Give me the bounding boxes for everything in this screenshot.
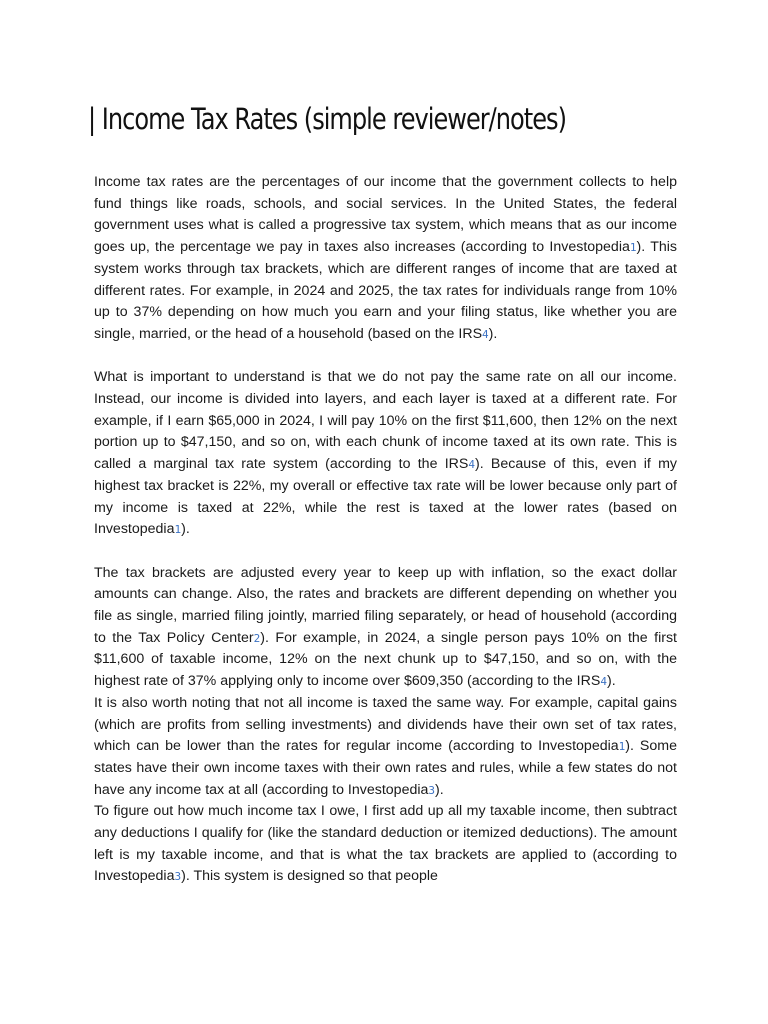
paragraph-text: ). This system works through tax brackets, which are different ranges of income that are taxed at different rates. For example, in 2024 and 2025, the tax rates for individuals range from 10% up to 37% depending on how much you earn and your filing status, like whether you are single, married, or the head of a household (based on the IRS [94,239,677,342]
paragraph-text: ). [488,325,498,342]
citation-link[interactable]: 4 [482,327,489,341]
paragraph-text: ). [181,521,190,538]
paragraph-text: ). [606,673,616,690]
paragraph-text: ). For example, in 2024, a single person pays 10% on the first $11,600 of taxable income, 12% on the next chunk up to $47,150, and so on, with the highest rate of 37% applying only to income over $609,350 (according to the IRS [94,629,677,690]
citation-link[interactable]: 4 [468,458,475,472]
paragraph-taxable-income [94,801,677,888]
paragraph-text: ). This system is designed so that people [181,868,438,885]
paragraph-text: ). Because of this, even if my highest tax bracket is 22%, my overall or effective tax rate will be lower because only part of my income is taxed at 22%, while the rest is taxed at the lower rates (based on Investopedia [94,456,677,538]
paragraph-text: To figure out how much income tax I owe, I first add up all my taxable income, then subtract any deductions I qualify for (like the standard deduction or itemized deductions). The amount left is my taxable income, and that is what the tax brackets are applied to (according to Investopedia [94,803,677,885]
paragraph-marginal-rates [94,367,677,541]
paragraph-text: The tax brackets are adjusted every year to keep up with inflation, so the exact dollar amounts can change. Also, the rates and brackets are different depending on whether you file as single, married filing jointly, married filing separately, or head of household (according to the Tax Policy Center [94,564,677,646]
citation-link[interactable]: 4 [600,675,607,689]
paragraph-text: ). [435,781,444,798]
document-body [94,172,677,888]
citation-link[interactable]: 2 [253,631,261,645]
paragraph-brackets [94,563,677,693]
citation-link[interactable]: 1 [174,523,182,537]
paragraph-text: ). Some states have their own income taxes with their own rates and rules, while a few states do not have any income tax at all (according to Investopedia [94,738,677,798]
citation-link[interactable]: 1 [618,740,626,754]
page-title: | Income Tax Rates (simple reviewer/notes) [88,102,566,136]
citation-link[interactable]: 1 [629,241,637,255]
paragraph-text: What is important to understand is that we do not pay the same rate on all our income. Instead, our income is divided into layers, and each layer is taxed at a different rate. For example, if I earn $65,000 in 2024, I will pay 10% on the first $11,600, then 12% on the next portion up to $47,150, and so on, with each chunk of income taxed at its own rate. This is called a marginal tax rate system (according to the IRS [94,369,677,473]
paragraph-text: It is also worth noting that not all income is taxed the same way. For example, capital gains (which are profits from selling investments) and dividends have their own set of tax rates, which can be lower than the rates for regular income (according to Investopedia [94,694,677,755]
paragraph-capital-gains [94,693,677,802]
citation-link[interactable]: 3 [428,783,436,797]
paragraph-intro [94,172,677,346]
citation-link[interactable]: 3 [174,870,182,884]
paragraph-text: Income tax rates are the percentages of our income that the government collects to help fund things like roads, schools, and social services. In the United States, the federal government uses what is called a progressive tax system, which means that as our income goes up, the percentage we pay in taxes also increases (according to Investopedia [94,174,677,256]
